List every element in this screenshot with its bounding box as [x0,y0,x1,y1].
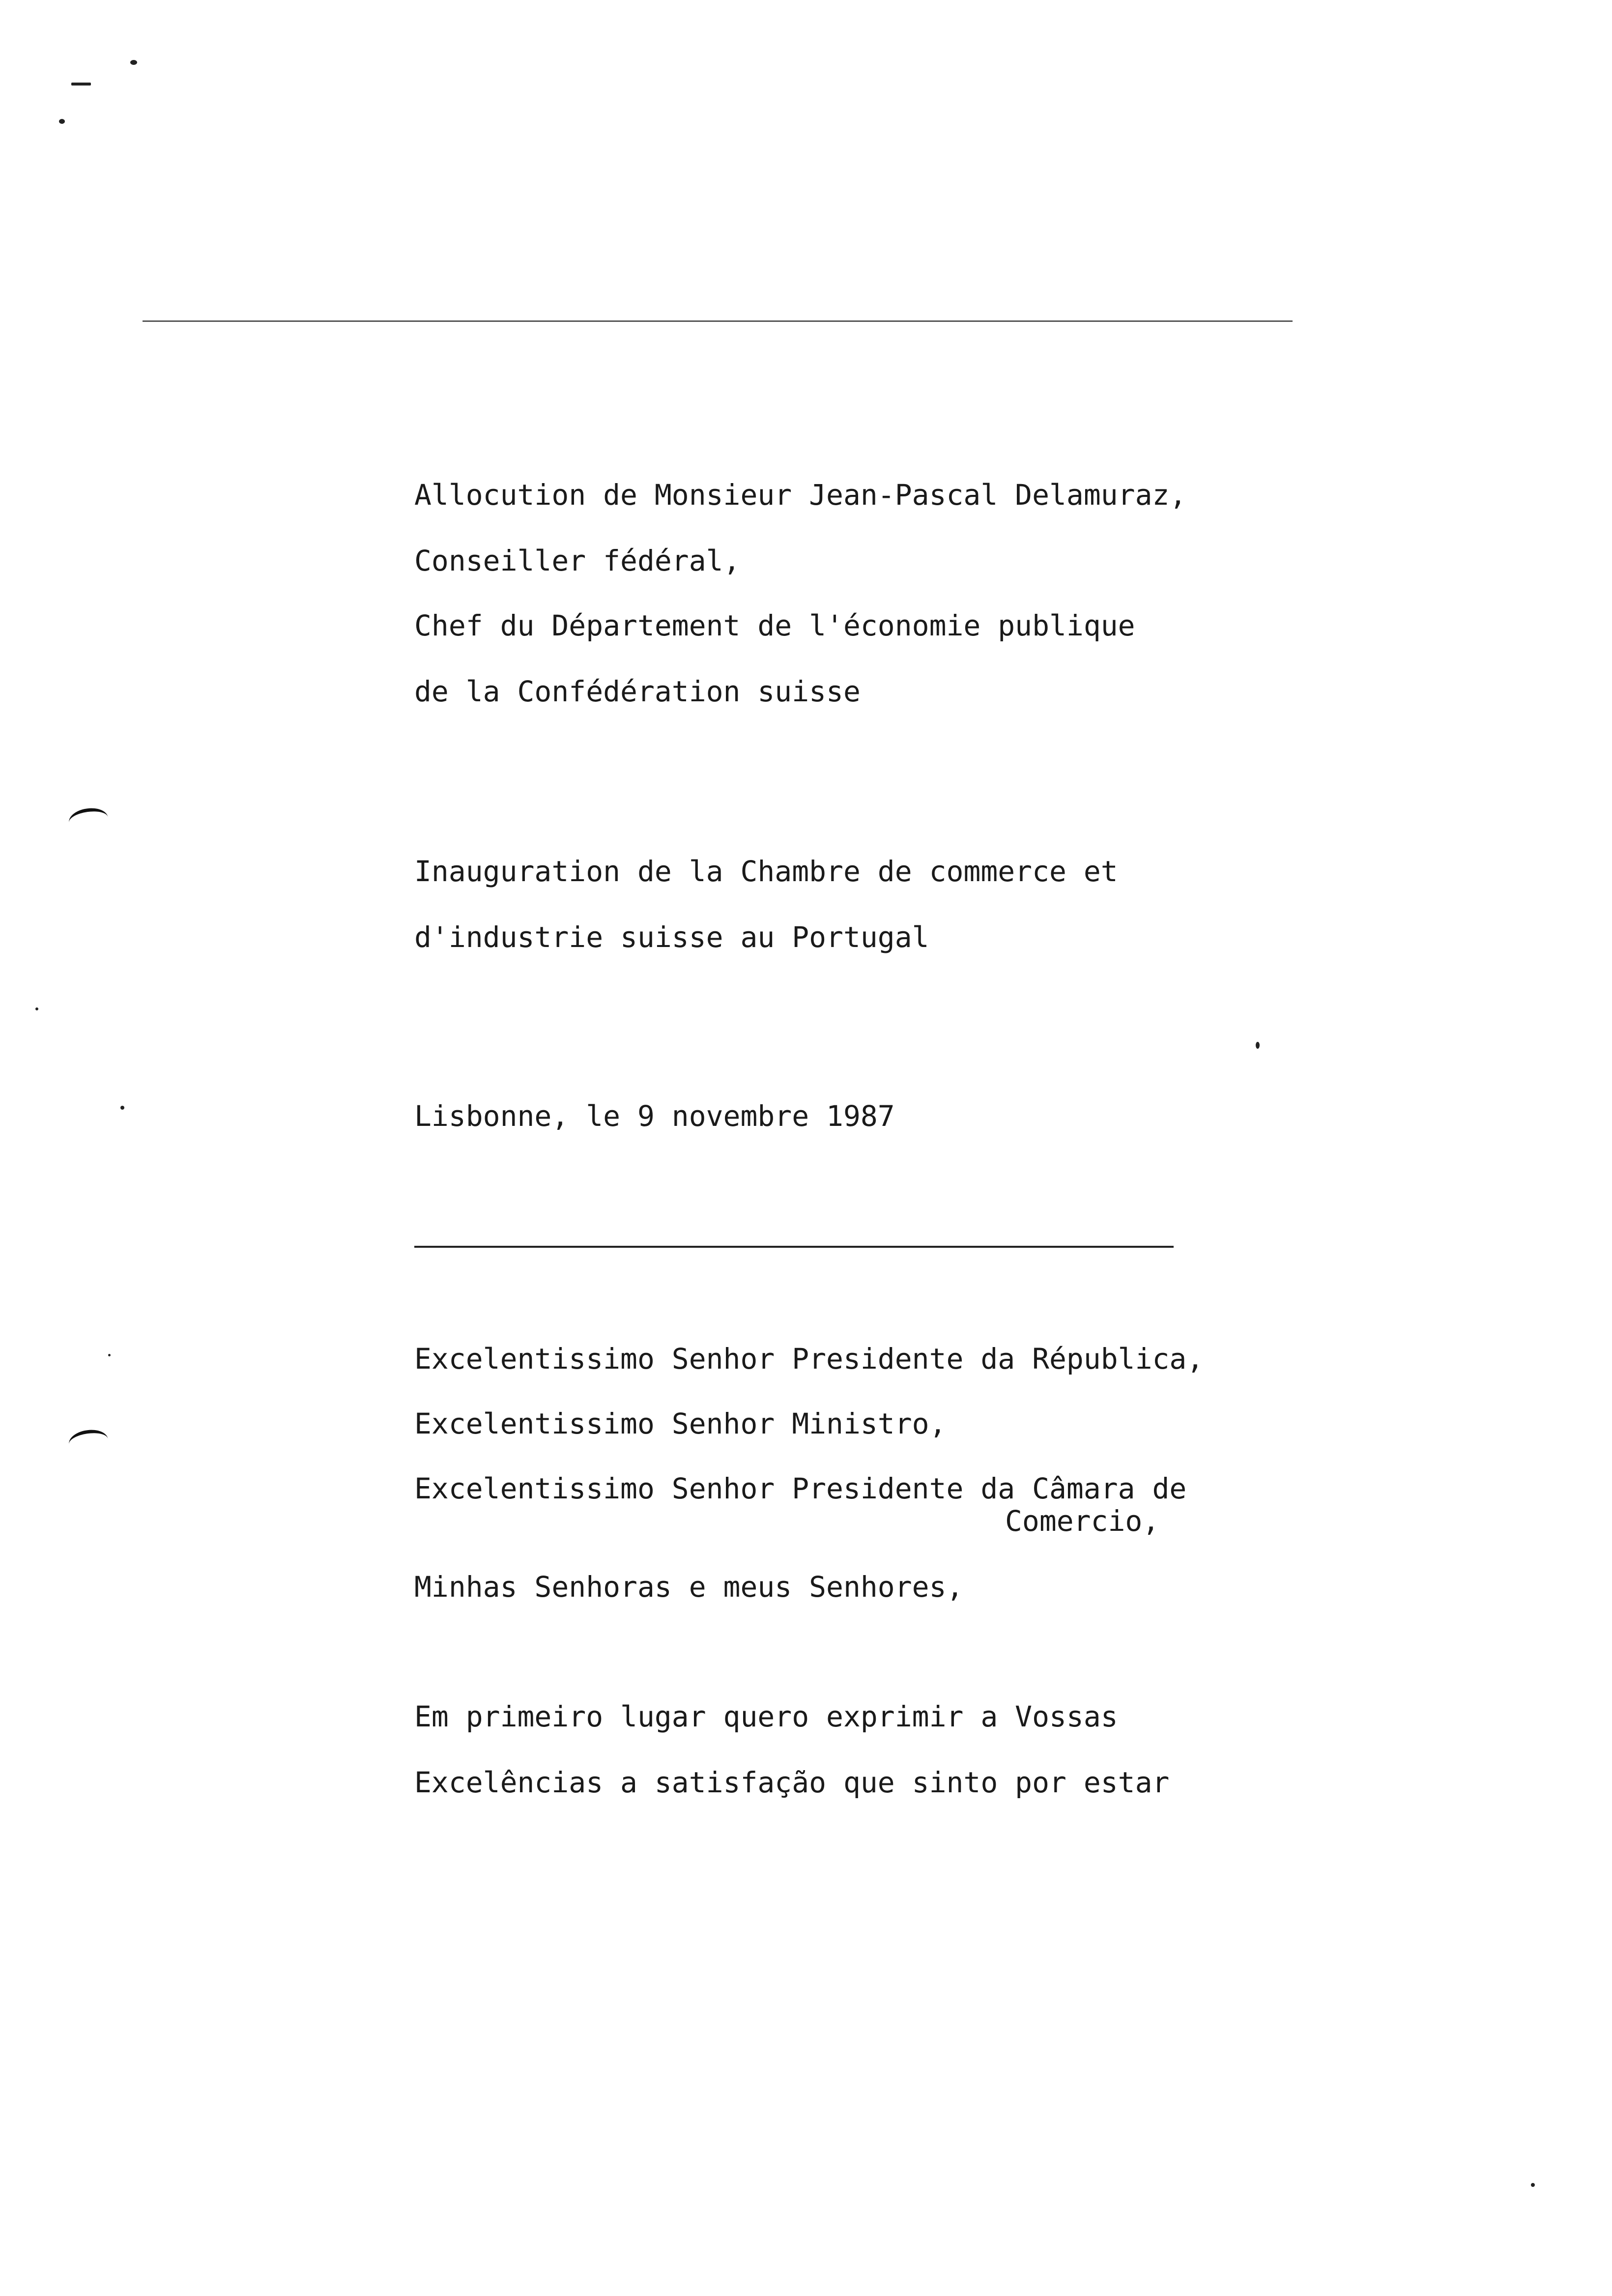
separator-rule [414,1246,1174,1248]
scan-speck [59,119,65,124]
punch-hole-arc [67,1428,110,1456]
body-line-1: Em primeiro lugar quero exprimir a Vossas [414,1700,1118,1733]
event-line-1: Inauguration de la Chambre de commerce et [414,855,1118,888]
scan-speck [71,83,91,86]
salutation-line-3: Excelentissimo Senhor Presidente da Câmara de [414,1472,1187,1505]
place-date: Lisbonne, le 9 novembre 1987 [414,1099,895,1133]
top-scan-rule [143,320,1293,322]
header-line-2: Conseiller fédéral, [414,544,741,577]
salutation-line-2: Excelentissimo Senhor Ministro, [414,1407,947,1440]
salutation-line-1: Excelentissimo Senhor Presidente da Républica, [414,1342,1204,1376]
header-line-4: de la Confédération suisse [414,675,861,708]
event-line-2: d'industrie suisse au Portugal [414,920,929,954]
scan-speck [130,60,137,65]
scan-speck [120,1106,124,1110]
scan-speck [108,1354,111,1356]
scan-speck [35,1007,38,1010]
scan-speck [1531,2183,1535,2187]
salutation-line-3-continuation: Comercio, [1005,1504,1160,1538]
scan-speck [1256,1042,1260,1049]
body-line-2: Excelências a satisfação que sinto por estar [414,1766,1170,1799]
punch-hole-arc [67,806,110,834]
salutation-line-4: Minhas Senhoras e meus Senhores, [414,1570,964,1604]
header-line-3: Chef du Département de l'économie publique [414,609,1135,642]
header-line-1: Allocution de Monsieur Jean-Pascal Delamuraz, [414,478,1187,512]
